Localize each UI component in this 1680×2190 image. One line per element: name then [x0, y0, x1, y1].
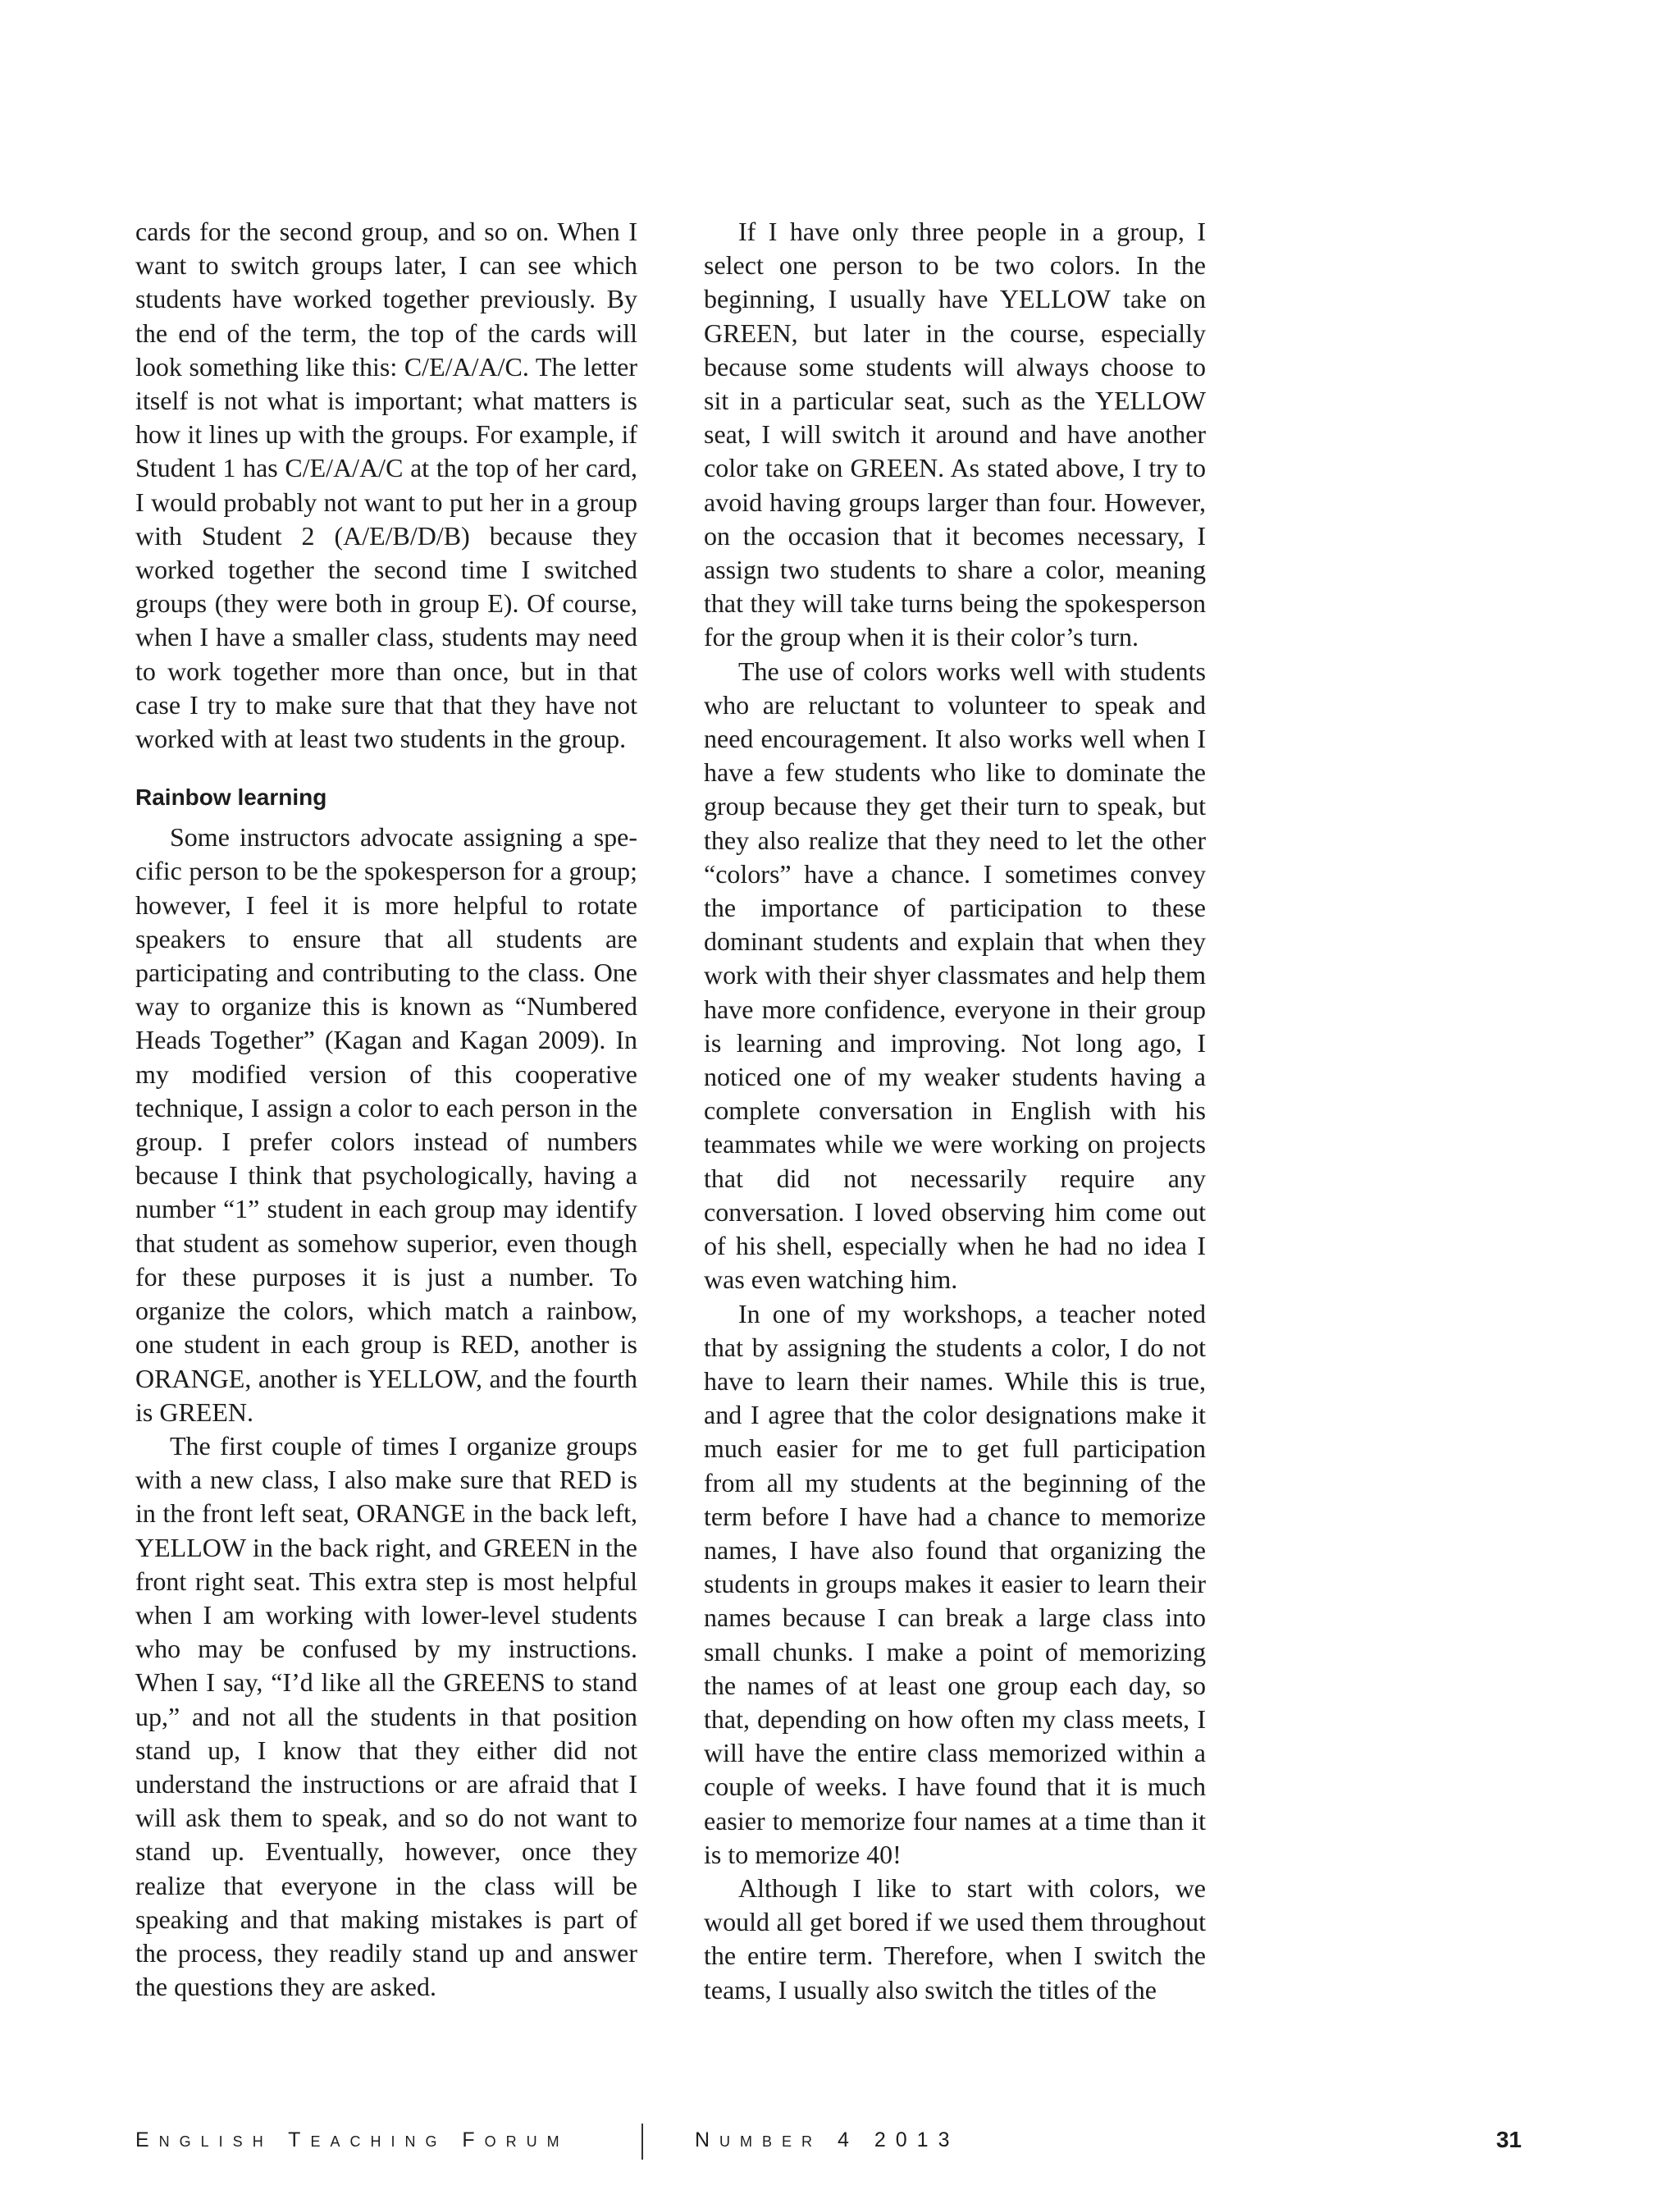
- paragraph: The use of colors works well with students who are reluctant to volunteer to speak and need encouragement. It also works well when I have a few students who like to dominate the group because they get their turn to speak, but they also realize that they need to let the other “colors” have a chance. I sometimes convey the importance of participation to these dominant students and explain that when they work with their shyer classmates and help them have more confidence, everyone in their group is learning and improving. Not long ago, I noticed one of my weaker students having a complete conversation in English with his teammates while we were working on projects that did not necessarily require any conversation. I loved observing him come out of his shell, especially when he had no idea I was even watching him.: [704, 656, 1206, 1295]
- footer-divider: [641, 2124, 643, 2160]
- section-heading: Rainbow learning: [135, 784, 327, 811]
- issue-label: Number 4 2013: [695, 2128, 960, 2151]
- paragraph: In one of my workshops, a teacher noted that by assigning the students a color, I do not have to learn their names. While this is true, and I agree that the color designations make it much easier for me to get full participation from all my students at the beginning of the term before I have had a chance to memorize names, I have also found that organizing the students in groups makes it easier to learn their names because I can break a large class into small chunks. I make a point of memorizing the names of at least one group each day, so that, depending on how often my class meets, I will have the entire class memorized within a couple of weeks. I have found that it is much easier to memorize four names at a time than it is to memorize 40!: [704, 1298, 1206, 1869]
- paragraph: If I have only three people in a group, I select one person to be two colors. In the beginning, I usually have YELLOW take on GREEN, but later in the course, especially because some students will always choose to sit in a particular seat, such as the YELLOW seat, I will switch it around and have another color take on GREEN. As stated above, I try to avoid having groups larger than four. However, on the occasion that it becomes necessary, I assign two students to share a color, meaning that they will take turns being the spokesperson for the group when it is their color’s turn.: [704, 217, 1206, 652]
- paragraph: Although I like to start with colors, we would all get bored if we used them throughout the entire term. Therefore, when I switch the teams, I usually also switch the titles of the: [704, 1872, 1206, 2005]
- right-column: [704, 215, 1206, 2007]
- page-footer: [135, 2124, 1522, 2160]
- paragraph: Some instructors advocate assigning a specific person to be the spokesperson for a group; however, I feel it is more helpful to rotate speakers to ensure that all students are participating and contributing to the class. One way to organize this is known as “Numbered Heads Together” (Kagan and Kagan 2009). In my modified version of this cooperative technique, I assign a color to each person in the group. I prefer colors instead of numbers because I think that psychologically, having a number “1” student in each group may identify that student as somehow superior, even though for these purposes it is just a number. To organize the colors, which match a rainbow, one student in each group is RED, another is ORANGE, another is YELLOW, and the fourth is GREEN.: [135, 822, 637, 1427]
- paragraph: cards for the second group, and so on. When I want to switch groups later, I can see which students have worked together previously. By the end of the term, the top of the cards will look something like this: C/E/A/A/C. The letter itself is not what is important; what matters is how it lines up with the groups. For example, if Student 1 has C/E/A/A/C at the top of her card, I would probably not want to put her in a group with Student 2 (A/E/B/D/B) because they worked together the second time I switched groups (they were both in group E). Of course, when I have a smaller class, students may need to work together more than once, but in that case I try to make sure that that they have not worked with at least two students in the group.: [135, 217, 637, 754]
- page-number: 31: [1495, 2127, 1522, 2152]
- left-column: [135, 215, 637, 2004]
- journal-title: English Teaching Forum: [135, 2128, 569, 2151]
- paragraph: The first couple of times I organize groups with a new class, I also make sure that RED is in the front left seat, ORANGE in the back left, YELLOW in the back right, and GREEN in the front right seat. This extra step is most helpful when I am working with lower-level students who may be confused by my instructions. When I say, “I’d like all the GREENS to stand up,” and not all the students in that position stand up, I know that they either did not understand the instructions or are afraid that I will ask them to speak, and so do not want to stand up. Eventually, however, once they realize that everyone in the class will be speaking and that making mistakes is part of the process, they readily stand up and answer the questions they are asked.: [135, 1430, 637, 2002]
